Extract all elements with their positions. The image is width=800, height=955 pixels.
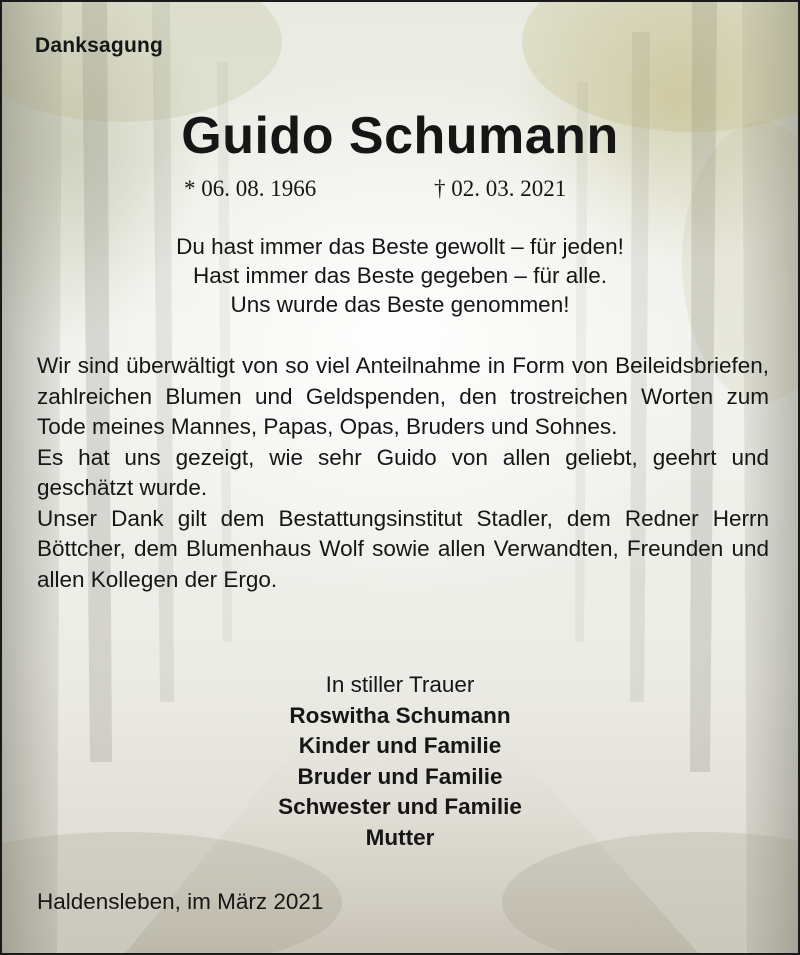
birth-date: * 06. 08. 1966 [184,176,317,201]
poem-line: Du hast immer das Beste gewollt – für jeden! [176,234,624,259]
mourner-name: Mutter [365,824,435,850]
poem [2,232,798,319]
section-heading: Danksagung [35,34,164,57]
mourner-name: Bruder und Familie [297,763,503,789]
thanks-text [37,351,769,595]
mourner-name: Roswitha Schumann [289,702,511,728]
place-and-date: Haldensleben, im März 2021 [37,889,324,914]
mourner-name: Kinder und Familie [298,733,502,758]
thanks-paragraph: Unser Dank gilt dem Bestattungsinstitut Stadler, dem Redner Herrn Böttcher, dem Blumenhaus Wolf sowie allen Verwandten, Freunden und allen Kollegen der Ergo. [37,505,769,592]
deceased-name: Guido Schumann [181,107,619,165]
poem-line: Hast immer das Beste gegeben – für alle. [193,263,607,288]
mourning-intro: In stiller Trauer [325,672,475,697]
thanks-paragraph: Wir sind überwältigt von so viel Anteilnahme in Form von Beileidsbriefen, zahlreichen Blumen und Geldspenden, den trostreichen Worten zum Tode meines Mannes, Papas, Opas, Bruders und Sohnes. [37,353,769,439]
poem-line: Uns wurde das Beste genommen! [230,292,570,317]
mourners-block [2,670,798,853]
death-date: † 02. 03. 2021 [434,176,567,201]
thanks-paragraph: Es hat uns gezeigt, wie sehr Guido von allen geliebt, geehrt und geschätzt wurde. [37,444,769,500]
mourner-name: Schwester und Familie [278,794,522,819]
